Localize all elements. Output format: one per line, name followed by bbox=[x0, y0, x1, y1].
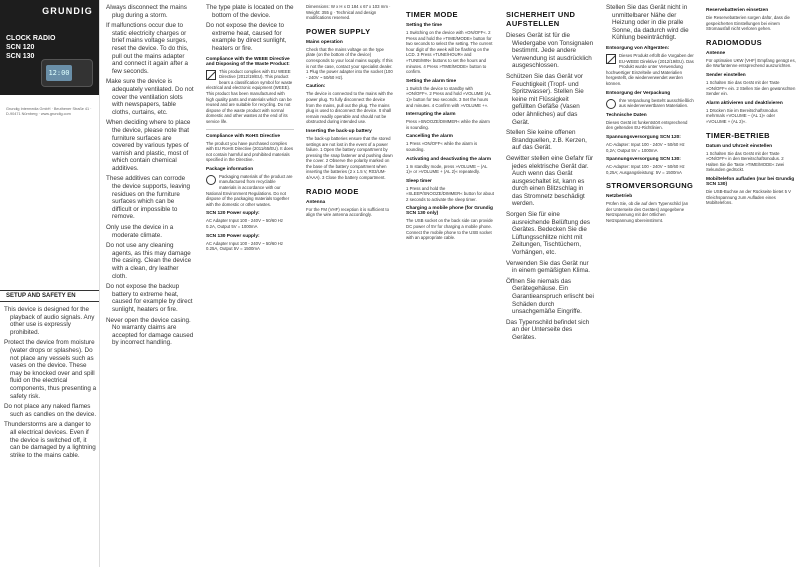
safety-bullet: Do not expose the backup battery to extreme heat, caused for example by direct sunlight, heaters or fire. bbox=[106, 283, 193, 313]
sleep-timer-text: 1 Press and hold the »SLEEP/SNOOZE/DIMMER« button for about 2 seconds to activate the sleep timer. bbox=[406, 185, 494, 202]
safety-bullet: Always disconnect the mains plug during a storm. bbox=[106, 4, 187, 19]
package-text: Packaging materials of the product are manufactured from recyclable materials in accordance with our National Environment Regulations. Do not dispose of the packaging materials together with the domestic or other wastes. bbox=[206, 173, 293, 207]
interrupt-alarm-text: Press »SNOOZE/DIMMER« while the alarm is sounding. bbox=[406, 119, 490, 130]
weee-bin-icon bbox=[206, 70, 216, 80]
charging-text: The USB socket on the back side can provide DC power of 5V for charging a mobile phone. Connect the mobile phone to the USB socket with an appropriate cable. bbox=[406, 218, 493, 241]
brand-logo: GRUNDIG bbox=[42, 6, 93, 16]
cancel-alarm-text: 1 Press »ON/OFF« while the alarm is sounding. bbox=[406, 141, 478, 152]
safety-bullet-de: Gewitter stellen eine Gefahr für jedes elektrische Gerät dar. Auch wenn das Gerät ausgeschaltet ist, kann es durch einen Blitzschlag in das Stromnetz beschädigt werden. bbox=[506, 154, 594, 208]
column-6 bbox=[602, 0, 698, 567]
weee-text: This product complies with EU WEEE Directive (2012/19/EU). This product bears a classification symbol for waste electrical and electronic equipment (WEEE). This product has been manufactured with high quality parts and materials which can be reused and are suitable for recycling. Do not dispose of the waste product with normal domestic and other wastes at the end of its service life. bbox=[206, 68, 293, 124]
weee-bin-icon bbox=[606, 54, 616, 64]
sleep-timer-heading: Sleep timer bbox=[406, 178, 432, 184]
antenna-heading-de: Antenne bbox=[706, 50, 726, 56]
date-time-heading-de: Datum und Uhrzeit einstellen bbox=[706, 143, 773, 149]
antenna-text: For the FM (VHF) reception it is sufficient to align the wire antenna accordingly. bbox=[306, 206, 390, 218]
safety-bullet: Never open the device casing. No warranty claims are accepted for damage caused by incorrect handling. bbox=[106, 316, 194, 347]
weee-heading-de: Entsorgung von Altgeräten: bbox=[606, 45, 670, 51]
spec-scn120-text: AC Adapter Input 100 - 240V ~ 50/60 Hz 0.2A, Output 5V = 1000mA bbox=[206, 218, 284, 230]
safety-bullet: The type plate is located on the bottom of the device. bbox=[206, 4, 294, 19]
antenna-heading: Antenna bbox=[306, 199, 326, 205]
safety-bullet-de: Sorgen Sie für eine ausreichende Belüftung des Gerätes. Bedecken Sie die Lüftungsschlitze nicht mit Zeitungen, Tischtüchern, Vorhängen, etc. bbox=[506, 211, 591, 257]
safety-bullet-de: Stellen Sie das Gerät nicht in unmittelbarer Nähe der Heizung oder in die pralle Sonne, da dadurch wird die Kühlung beeinträchtigt. bbox=[606, 4, 689, 42]
safety-bullet-de: Schützen Sie das Gerät vor Feuchtigkeit (Tropf- und Spritzwasser). Stellen Sie keine mit Flüssigkeit gefüllten Gefäße (Vasen oder ähnliches) auf das Gerät. bbox=[506, 72, 584, 126]
charging-heading: Charging a mobile phone (for Grundig SCN 130 only) bbox=[406, 206, 493, 217]
caution-text: The device is connected to the mains with the power plug. To fully disconnect the device from the mains, pull out the plug. The mains plug is used to disconnect the device. It shall remain readily operable and should not be obstructed during intended use. bbox=[306, 91, 393, 125]
usb-text-de: Die USB-Buchse an der Rückseite bietet 5 V Gleichspannung zum Aufladen eines Mobiltelefons. bbox=[706, 188, 792, 206]
alarm-time-heading: Setting the alarm time bbox=[406, 78, 457, 84]
safety-bullet-de: Öffnen Sie niemals das Gerätegehäuse. Ein Garantieanspruch erlischt bei Schäden durch unsachgemäße Eingriffe. bbox=[506, 277, 594, 316]
timer-mode-heading: TIMER MODE bbox=[406, 10, 458, 19]
battery-heading: Inserting the back-up battery bbox=[306, 128, 372, 134]
clock-radio-image bbox=[41, 59, 93, 87]
power-heading-de: STROMVERSORGUNG bbox=[606, 181, 694, 191]
spec-dimensions: Dimensions: W x H x D 184 x 67 x 103 mm · Weight: 355 g · Technical and design modifications reserved. bbox=[306, 4, 391, 21]
activate-alarm-text: 1 In standby mode, press »VOLUME – (AL 1)« or »VOLUME + (AL 2)« repeatedly. bbox=[406, 163, 488, 175]
rohs-text: The product you have purchased complies with EU RoHS Directive (2011/65/EU). It does not contain harmful and prohibited materials specified in the Directive. bbox=[206, 140, 294, 163]
package-heading-de: Entsorgung der Verpackung bbox=[606, 90, 671, 96]
safety-bullet-de: Verwenden Sie das Gerät nur in einem gemäßigten Klima. bbox=[506, 259, 591, 275]
usb-heading-de: Mobiltelefon aufladen (nur bei Grundig SCN 130) bbox=[706, 176, 795, 187]
caution-heading: Caution: bbox=[306, 84, 326, 90]
radio-heading-de: RADIOMODUS bbox=[706, 37, 763, 47]
battery-text: The back-up batteries ensure that the stored settings are not lost in the event of a power failure. 1 Open the battery compartment by pressing the snap fastener and pushing down the cover. 2 Observe the polarity marked on the base of the battery compartment when inserting the batteries (2 x 1.5 V, R03/UM-4/AAA). 3 Close the battery compartment. bbox=[306, 135, 393, 181]
set-time-heading: Setting the time bbox=[406, 23, 442, 28]
section-heading-setup: SETUP AND SAFETY EN bbox=[0, 290, 100, 302]
model-1: SCN 120 bbox=[6, 44, 35, 51]
safety-bullet: Do not place any naked flames such as candles on the device. bbox=[4, 403, 97, 418]
radio-mode-heading: RADIO MODE bbox=[306, 186, 359, 196]
weee-heading: Compliance with the WEEE Directive and Disposing of the Waste Product: bbox=[206, 56, 290, 67]
interrupt-alarm-heading: Interrupting the alarm bbox=[406, 112, 456, 118]
safety-bullet: This device is designed for the playback of audio signals. Any other use is expressly prohibited. bbox=[4, 306, 95, 336]
safety-bullet: Make sure the device is adequately ventilated. Do not cover the ventilation slots with newspapers, table cloths, curtains, etc. bbox=[106, 78, 194, 116]
column-4 bbox=[402, 0, 498, 567]
safety-bullet: Do not expose the device to extreme heat, caused for example by direct sunlight, heaters or fire. bbox=[206, 22, 287, 52]
spec-scn120-text-de: AC-Adapter: Input 100 - 240V ~ 50/60 Hz 0,2A; Output 5V = 1000mA bbox=[606, 141, 685, 153]
cancel-alarm-heading: Cancelling the alarm bbox=[406, 134, 453, 140]
model-2: SCN 130 bbox=[6, 53, 35, 60]
backup-battery-text-de: Die Reservebatterien sorgen dafür, dass die gespeicherten Einstellungen bei einem Stromausfall nicht verloren gehen. bbox=[706, 15, 790, 32]
antenna-text-de: Für optimalen UKW (VHF) Empfang genügt es, die Wurfantenne entsprechend auszurichten. bbox=[706, 57, 796, 69]
safety-bullet: If malfunctions occur due to static electricity charges or brief mains voltage surges, reset the device. To do this, pull out the mains adapter and connect it again after a few seconds. bbox=[106, 22, 189, 75]
tune-heading-de: Sender einstellen bbox=[706, 72, 746, 78]
column-3 bbox=[302, 0, 398, 567]
clock-display: 12:00 bbox=[46, 65, 72, 81]
spec-scn130-heading-de: Spannungsversorgung SCN 130: bbox=[606, 157, 681, 163]
weee-text-de: Dieses Produkt erfüllt die Vorgaben der EU-WEEE Direktive (2012/19/EU). Das Produkt wurde unter Verwendung hochwertiger Einzelteile und Materialien hergestellt, die wiederverwendet werden können. bbox=[606, 52, 694, 86]
safety-bullet: These additives can corrode the device supports, leaving residues on the furniture surfaces which can be difficult or impossible to remove. bbox=[106, 175, 191, 221]
col1-content bbox=[4, 306, 98, 462]
date-time-text-de: 1 Schalten Sie das Gerät mit der Taste »ON/OFF« in den Bereitschaftsmodus. 2 Halten Sie die Taste »TIME/MODE« zwei Sekunden gedrückt. bbox=[706, 150, 785, 173]
column-2 bbox=[202, 0, 298, 567]
cover-panel bbox=[0, 0, 100, 567]
alarm-time-text: 1 Switch the device to standby with »ON/OFF«. 2 Press and hold »VOLUME (AL 1)« button for two seconds. 3 Set the hours and minutes. 4 Confirm with »VOLUME +«. bbox=[406, 85, 492, 108]
tech-text-de: Dieses Gerät ist funkentstört entsprechend den geltenden EU-Richtlinien. bbox=[606, 119, 688, 131]
safety-bullet-de: Das Typenschild befindet sich an der Unterseite des Gerätes. bbox=[506, 318, 590, 341]
product-name: CLOCK RADIO bbox=[6, 35, 56, 42]
spec-scn130-text: AC Adapter Input 100 - 240V ~ 50/60 Hz 0.25A, Output 5V = 1500mA bbox=[206, 240, 284, 252]
rohs-heading: Compliance with RoHS Directive bbox=[206, 133, 281, 139]
set-time-text: 1 Switching on the device with »ON/OFF«. 2 Press and hold the »TIME/MODE« button for two seconds to select the setting. The current hour digit of the week will be flashing on the LCD. 3 Press »TUNE/HOUR« and »TUNE/MIN« buttons to set the hours and minutes. 4 Press »TIME/MODE« button to confirm. bbox=[406, 30, 493, 75]
alarm-heading-de: Alarm aktivieren und deaktivieren bbox=[706, 100, 783, 106]
product-title bbox=[6, 34, 93, 61]
backup-battery-heading-de: Reservebatterien einsetzen bbox=[706, 8, 769, 13]
mains-text: Check that the mains voltage on the type plate (on the bottom of the device) corresponds to your local mains supply. If this is not the case, contact your specialist dealer. bbox=[306, 46, 393, 69]
column-5 bbox=[502, 0, 598, 567]
safety-bullet-de: Dieses Gerät ist für die Wiedergabe von Tonsignalen bestimmt. Jede andere Verwendung ist ausdrücklich ausgeschlossen. bbox=[506, 32, 594, 70]
timer-heading-de: TIMER-BETRIEB bbox=[706, 130, 770, 140]
safety-bullet: Protect the device from moisture (water drops or splashes). Do not place any vessels such as vases on the device. These may be knocked over and spill fluid on the electrical components, thus presenting a safety risk. bbox=[4, 339, 97, 400]
mains-steps: 1 Plug the power adapter into the socket (100 - 240V ~ 50/60 Hz). bbox=[306, 69, 393, 80]
spec-scn120-heading: SCN 120 Power supply: bbox=[206, 211, 260, 217]
cover-header bbox=[0, 0, 99, 95]
column-1 bbox=[102, 0, 198, 567]
safety-bullet: Do not use any cleaning agents, as this may damage the casing. Clean the device with a clean, dry leather cloth. bbox=[106, 242, 192, 280]
tune-text-de: 1 Schalten Sie das Gerät mit der Taste »ON/OFF« ein. 2 Stellen Sie den gewünschten Sender ein. bbox=[706, 79, 796, 97]
recycle-icon bbox=[606, 99, 616, 109]
column-7 bbox=[702, 0, 800, 567]
package-heading: Package information bbox=[206, 166, 254, 172]
mains-heading-de: Netzbetrieb bbox=[606, 194, 633, 200]
cover-fine-print: Grundig Intermedia GmbH · Beuthener Straße 41 · D-90471 Nürnberg · www.grundig.com bbox=[6, 107, 92, 116]
power-supply-heading: POWER SUPPLY bbox=[306, 26, 371, 36]
activate-alarm-heading: Activating and deactivating the alarm bbox=[406, 156, 492, 162]
alarm-text-de: 1 Drücken Sie im Bereitschaftsmodus mehrmals »VOLUME – (AL 1)« oder »VOLUME + (AL 2)«. bbox=[706, 107, 778, 124]
spec-scn130-text-de: AC-Adapter: Input 100 - 240V ~ 50/60 Hz 0,25A; Ausgangsleistung: 5V = 1500mA bbox=[606, 164, 685, 175]
spec-scn120-heading-de: Spannungsversorgung SCN 120: bbox=[606, 134, 681, 140]
package-text-de: Ihre Verpackung besteht ausschließlich aus wiederverwertbaren Materialien. bbox=[606, 98, 694, 109]
tech-heading-de: Technische Daten bbox=[606, 112, 647, 118]
mains-text-de: Prüfen Sie, ob die auf dem Typenschild (an der Unterseite des Gerätes) angegebene Netzspannung mit der örtlichen Netzspannung übereinstimmt. bbox=[606, 201, 689, 224]
safety-bullet: Thunderstorms are a danger to all electrical devices. Even if the device is switched off, it can be damaged by a lightning strike to the mains cable. bbox=[4, 421, 96, 459]
spec-scn130-heading: SCN 130 Power supply: bbox=[206, 233, 260, 239]
mains-heading: Mains operation bbox=[306, 39, 343, 45]
recycle-icon bbox=[206, 175, 216, 185]
safety-heading-de: SICHERHEIT UND AUFSTELLEN bbox=[506, 10, 576, 28]
safety-bullet: When deciding where to place the device, please note that furniture surfaces are covered by various types of varnish and plastic, most of which contain chemical additives. bbox=[106, 119, 191, 172]
safety-bullet: Only use the device in a moderate climate. bbox=[106, 224, 174, 239]
safety-bullet-de: Stellen Sie keine offenen Brandquellen, z.B. Kerzen, auf das Gerät. bbox=[506, 129, 587, 152]
